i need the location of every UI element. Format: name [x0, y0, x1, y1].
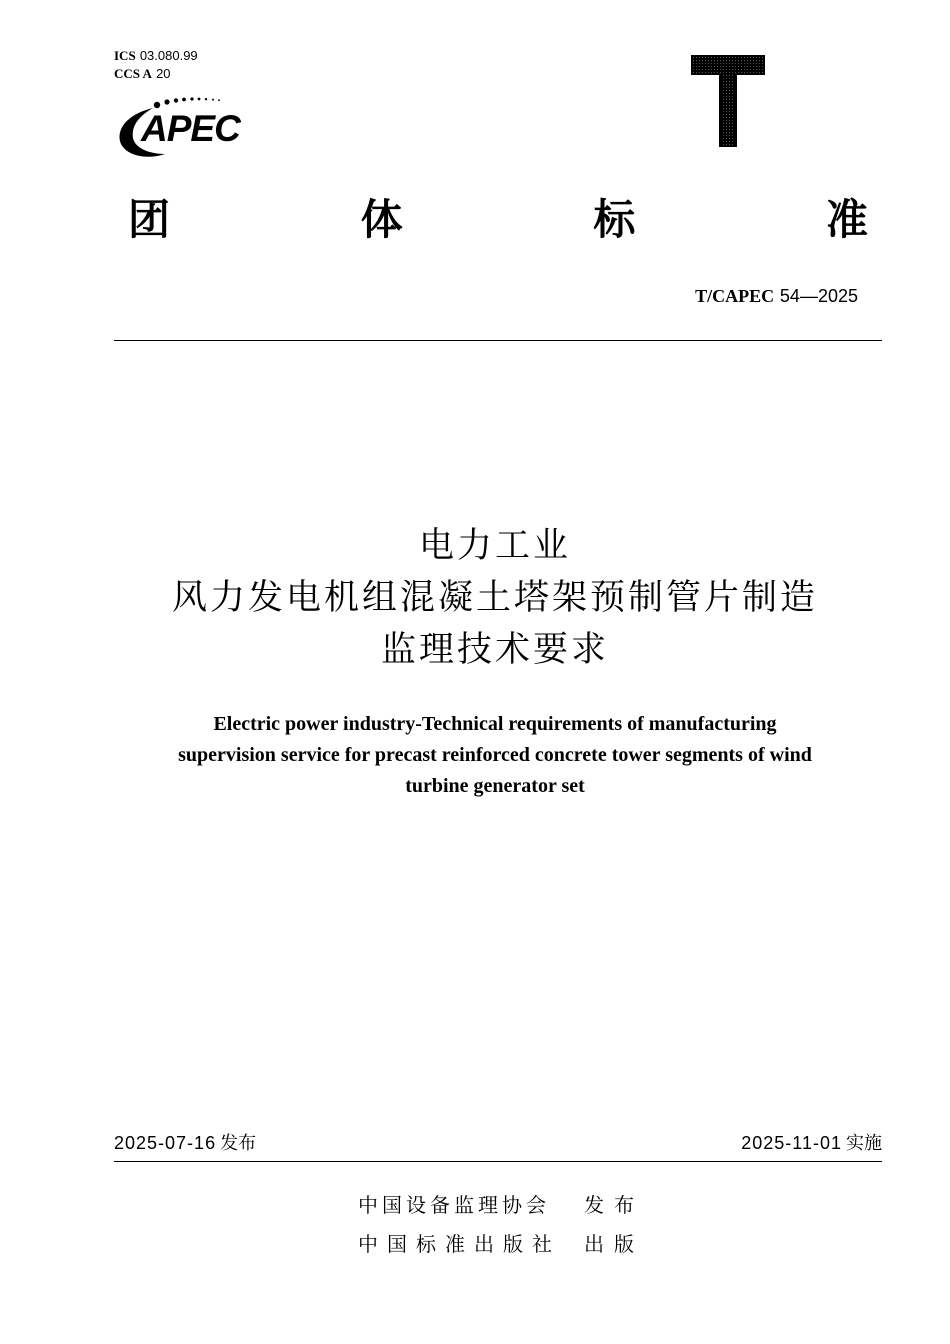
chinese-title-line-1: 电力工业 [418, 526, 571, 566]
top-divider [114, 340, 882, 341]
logo-text: APEC [141, 108, 240, 149]
issuer-action: 发布 [584, 1193, 644, 1217]
ccs-key: CCS A [114, 66, 152, 81]
chinese-title [100, 520, 890, 676]
heading-char-2: 体 [360, 195, 403, 244]
implementation-date-label: 实施 [846, 1133, 882, 1154]
t-letter-icon [690, 54, 766, 148]
implementation-date-value: 2025-11-01 [741, 1133, 842, 1153]
bottom-divider [114, 1161, 882, 1162]
publisher-action: 出版 [584, 1232, 644, 1256]
english-title [110, 709, 880, 802]
ccs-code [114, 65, 198, 83]
issue-date-value: 2025-07-16 [114, 1133, 217, 1153]
heading-char-1: 团 [128, 195, 171, 244]
implementation-date [741, 1131, 882, 1156]
ics-value: 03.080.99 [139, 48, 198, 63]
english-title-line-2: supervision service for precast reinforced concrete tower segments of wind [178, 744, 812, 766]
issuer-name: 中国设备监理协会 [358, 1193, 550, 1217]
issue-date [114, 1131, 256, 1156]
ics-key: ICS [114, 48, 136, 63]
chinese-title-line-3: 监理技术要求 [380, 630, 609, 670]
english-title-line-3: turbine generator set [405, 775, 585, 797]
ics-code [114, 47, 198, 65]
standard-type-mark [690, 54, 766, 148]
issue-date-label: 发布 [220, 1133, 257, 1154]
publisher-line [358, 1230, 644, 1258]
classification-codes [114, 47, 198, 83]
standard-code: 54—2025 [779, 286, 858, 306]
english-title-line-1: Electric power industry-Technical requirements of manufacturing [213, 713, 777, 735]
publisher-name: 中国标准出版社 [358, 1232, 561, 1256]
ccs-value: 20 [156, 66, 171, 81]
standard-number [695, 284, 858, 309]
capec-logo [113, 92, 263, 162]
group-standard-heading [128, 192, 868, 248]
heading-char-3: 标 [593, 195, 636, 244]
heading-char-4: 准 [825, 195, 868, 244]
chinese-title-line-2: 风力发电机组混凝土塔架预制管片制造 [171, 578, 818, 618]
standard-prefix: T/CAPEC [695, 286, 775, 306]
issuer-line [358, 1191, 644, 1219]
